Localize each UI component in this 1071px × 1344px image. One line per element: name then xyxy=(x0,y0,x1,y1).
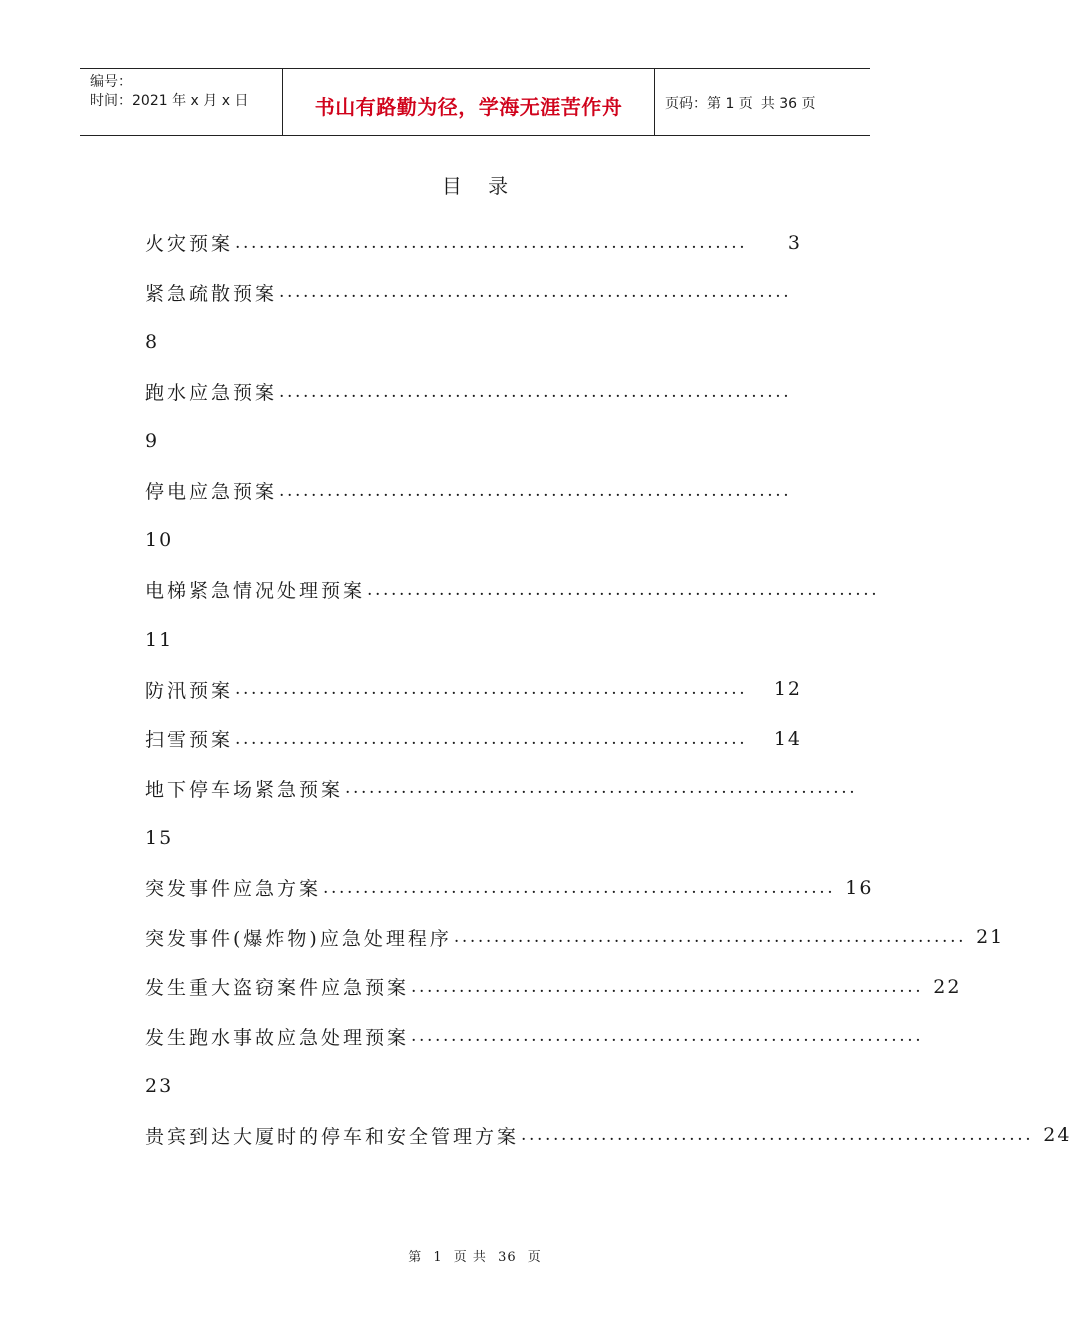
toc-entry[interactable] xyxy=(145,664,802,714)
toc-entry[interactable] xyxy=(145,1061,802,1111)
toc-entry-title: 发生跑水事故应急处理预案 xyxy=(145,1026,410,1049)
header-total-label: 共 36 页 xyxy=(760,96,816,112)
toc-entry[interactable] xyxy=(145,516,802,566)
toc-entry[interactable] xyxy=(145,813,802,863)
motto-text: 书山有路勤为径，学海无涯苦作舟 xyxy=(314,94,623,119)
footer-total-pages: 36 xyxy=(498,1250,517,1265)
toc-title: 目 录 xyxy=(441,174,519,198)
toc-entry-leader-dots: ................................................................ xyxy=(411,1026,924,1047)
toc-entry-title: 扫雪预案 xyxy=(145,729,234,752)
toc-entry[interactable] xyxy=(145,615,802,665)
toc-entry-leader-dots: ................................................................ xyxy=(411,976,924,997)
toc-entry[interactable] xyxy=(145,218,802,268)
toc-entry-leader-dots: ................................................................ xyxy=(279,381,792,402)
toc-entry-leader-dots: ................................................................ xyxy=(453,927,967,948)
toc-entry-title: 停电应急预案 xyxy=(145,481,278,504)
toc-entry-title: 8 xyxy=(145,330,160,353)
page-footer xyxy=(0,1246,950,1265)
toc-entry-leader-dots: ................................................................ xyxy=(235,728,748,749)
toc-entry[interactable] xyxy=(145,367,802,417)
header-meta xyxy=(80,69,282,135)
toc-entry[interactable] xyxy=(145,714,802,764)
header-page-info xyxy=(655,69,870,135)
footer-prefix: 第 xyxy=(408,1250,423,1265)
header-page-label: 页码：第 1 页 xyxy=(665,96,753,112)
toc-entry-title: 电梯紧急情况处理预案 xyxy=(145,580,366,603)
toc-entry-title: 地下停车场紧急预案 xyxy=(145,778,344,801)
toc-entry[interactable] xyxy=(145,466,802,516)
toc-entry[interactable] xyxy=(145,863,874,913)
toc-entry-page-number: 12 xyxy=(773,678,802,701)
toc-entry-title: 紧急疏散预案 xyxy=(145,282,278,305)
toc-entry-page-number: 16 xyxy=(845,876,874,899)
document-time-label: 时间：2021 年 x 月 x 日 xyxy=(90,93,249,109)
toc-entry-title: 突发事件应急方案 xyxy=(145,878,322,901)
toc-entry-leader-dots: ................................................................ xyxy=(235,679,748,700)
toc-entry-title: 15 xyxy=(145,826,174,849)
toc-entry-page-number: 24 xyxy=(1043,1124,1071,1147)
toc-entry[interactable] xyxy=(145,962,962,1012)
toc-entry-title: 贵宾到达大厦时的停车和安全管理方案 xyxy=(145,1125,520,1148)
toc-entry-page-number: 21 xyxy=(976,926,1005,949)
toc-entry-page-number: 22 xyxy=(933,975,962,998)
toc-entry[interactable] xyxy=(145,912,1005,962)
toc-entry[interactable] xyxy=(145,317,802,367)
toc-entry-title: 9 xyxy=(145,430,160,453)
toc-entry-title: 火灾预案 xyxy=(145,233,234,256)
table-of-contents xyxy=(145,218,1071,1160)
document-number-label: 编号： xyxy=(90,74,132,90)
toc-entry-page-number: 3 xyxy=(787,231,802,254)
toc-entry[interactable] xyxy=(145,764,858,814)
toc-entry-leader-dots: ................................................................ xyxy=(323,877,836,898)
toc-entry-title: 10 xyxy=(145,529,174,552)
toc-entry[interactable] xyxy=(145,268,802,318)
toc-entry-leader-dots: ................................................................ xyxy=(235,232,748,253)
header-motto xyxy=(282,69,655,135)
toc-entry[interactable] xyxy=(145,565,880,615)
toc-entry-leader-dots: ................................................................ xyxy=(367,579,880,600)
toc-entry-leader-dots: ................................................................ xyxy=(521,1125,1034,1146)
toc-entry-page-number: 14 xyxy=(773,727,802,750)
footer-mid: 页 共 xyxy=(453,1250,487,1265)
toc-entry-title: 防汛预案 xyxy=(145,679,234,702)
toc-entry-title: 突发事件(爆炸物)应急处理程序 xyxy=(145,927,452,950)
footer-suffix: 页 xyxy=(527,1250,542,1265)
toc-entry-leader-dots: ................................................................ xyxy=(345,778,858,799)
toc-entry-title: 发生重大盗窃案件应急预案 xyxy=(145,977,410,1000)
toc-entry-leader-dots: ................................................................ xyxy=(279,480,792,501)
footer-page-number: 1 xyxy=(433,1250,443,1265)
toc-entry[interactable] xyxy=(145,416,802,466)
toc-entry[interactable] xyxy=(145,1111,1071,1161)
toc-entry-leader-dots: ................................................................ xyxy=(279,282,792,303)
toc-entry-title: 23 xyxy=(145,1074,174,1097)
toc-entry-title: 11 xyxy=(145,628,174,651)
toc-entry[interactable] xyxy=(145,1012,924,1062)
toc-entry-title: 跑水应急预案 xyxy=(145,382,278,405)
document-header xyxy=(80,68,870,136)
